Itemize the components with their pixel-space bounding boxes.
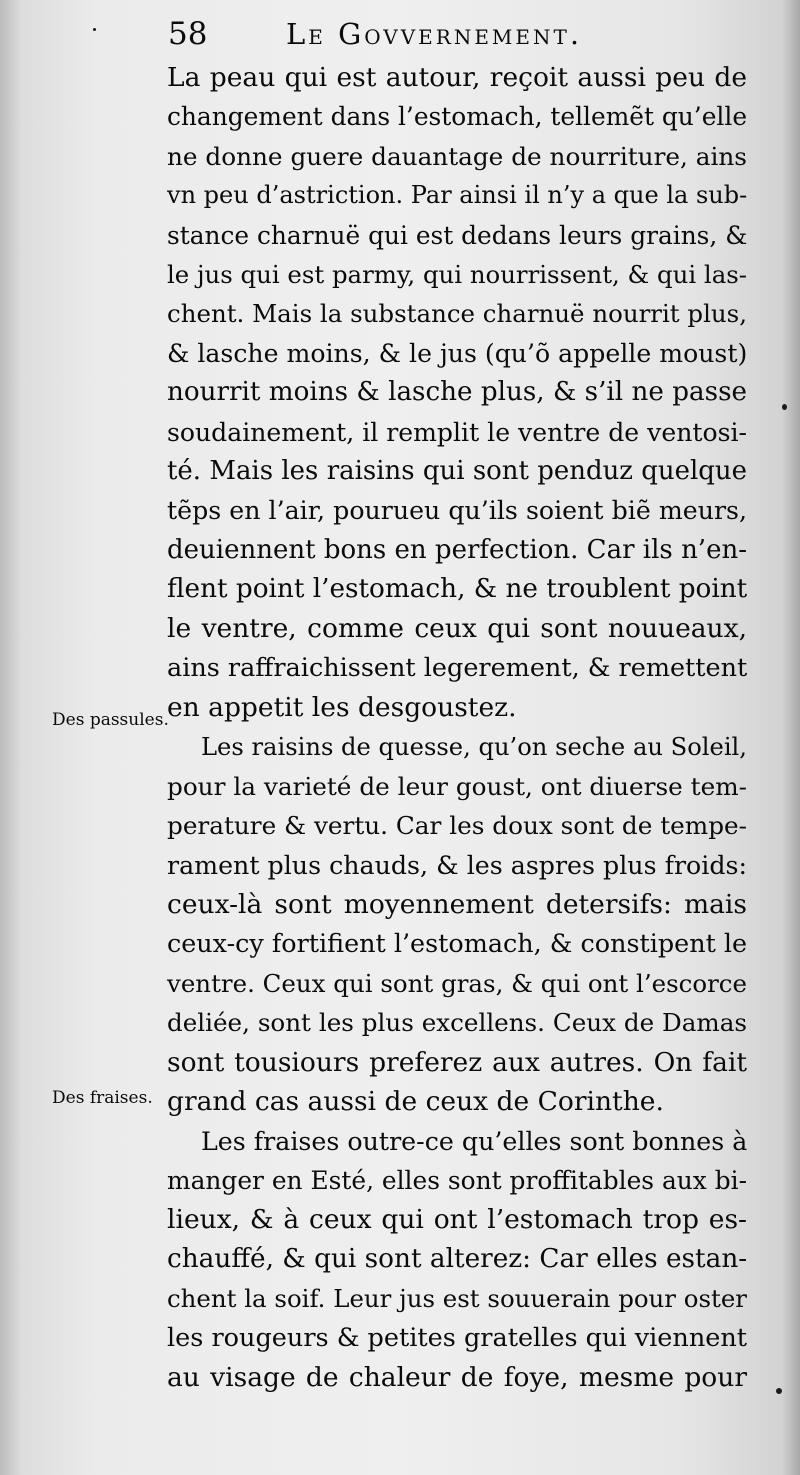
text-line: deliée, sont les plus excellens. Ceux de Damas	[167, 1008, 747, 1038]
text-line: au visage de chaleur de foye, mesme pour	[167, 1361, 747, 1393]
text-line: perature & vertu. Car les doux sont de tempe-	[167, 811, 747, 841]
page-header	[168, 14, 640, 54]
paragraph-start-line: Les raisins de quesse, qu’on seche au Soleil,	[201, 732, 747, 761]
text-line: grand cas aussi de ceux de Corinthe.	[167, 1086, 664, 1118]
paragraph-start-line: Les fraises outre-ce qu’elles sont bonnes à	[201, 1126, 748, 1156]
text-line: La peau qui est autour, reçoit aussi peu de	[167, 62, 747, 93]
text-line: rament plus chauds, & les aspres plus froids:	[167, 850, 747, 880]
text-line: le jus qui est parmy, qui nourrissent, & qui las-	[167, 259, 747, 289]
ink-speck	[782, 404, 787, 410]
page-number: 58	[168, 16, 208, 52]
text-line: deuiennent bons en perfection. Car ils n’en-	[167, 534, 747, 565]
text-line: ceux-là sont moyennement detersifs: mais	[167, 889, 747, 921]
text-line: sont tousiours preferez aux autres. On fait	[167, 1046, 747, 1078]
ink-speck	[93, 28, 96, 31]
text-line: ains raffraichissent legerement, & remettent	[167, 652, 748, 683]
text-line: lieux, & à ceux qui ont l’estomach trop es-	[167, 1204, 747, 1236]
running-title: Le Govvernement.	[286, 17, 583, 51]
text-line: tẽps en l’air, pourueu qu’ils soient biẽ meurs,	[167, 496, 747, 526]
text-line: té. Mais les raisins qui sont penduz quelque	[167, 455, 747, 486]
margin-note-passules: Des passules.	[52, 710, 169, 730]
text-line: ne donne guere dauantage de nourriture, ains	[167, 141, 747, 171]
text-line: en appetit les desgoustez.	[167, 692, 517, 724]
text-line: ceux-cy fortifient l’estomach, & constipent le	[167, 928, 748, 959]
text-line: chent. Mais la substance charnuë nourrit plus,	[167, 299, 747, 329]
text-line: chent la soif. Leur jus est souuerain pour oster	[167, 1284, 747, 1314]
text-line: flent point l’estomach, & ne troublent point	[167, 574, 748, 605]
ink-speck	[776, 1388, 782, 1394]
text-line: soudainement, il remplit le ventre de ventosi-	[167, 417, 747, 447]
text-line: pour la varieté de leur goust, ont diuerse tem-	[167, 772, 747, 802]
text-line: ventre. Ceux qui sont gras, & qui ont l’escorce	[167, 968, 747, 998]
spine-shadow	[0, 0, 22, 1475]
text-line: chauffé, & qui sont alterez: Car elles estan-	[167, 1243, 748, 1274]
body-text	[167, 58, 747, 1397]
margin-note-fraises: Des fraises.	[52, 1088, 153, 1108]
text-line: changement dans l’estomach, tellemẽt qu’elle	[167, 102, 748, 132]
text-line: vn peu d’astriction. Par ainsi il n’y a que la sub-	[167, 181, 748, 210]
text-line: manger en Esté, elles sont proffitables aux bi-	[167, 1165, 747, 1195]
text-line: stance charnuë qui est dedans leurs grains, &	[167, 220, 748, 250]
text-line: le ventre, comme ceux qui sont nouueaux,	[167, 613, 747, 645]
text-line: nourrit moins & lasche plus, & s’il ne passe	[167, 377, 747, 408]
text-line: & lasche moins, & le jus (qu’õ appelle moust)	[167, 338, 748, 368]
text-line: les rougeurs & petites gratelles qui viennent	[167, 1322, 748, 1353]
page-edge-shadow	[782, 0, 800, 1475]
